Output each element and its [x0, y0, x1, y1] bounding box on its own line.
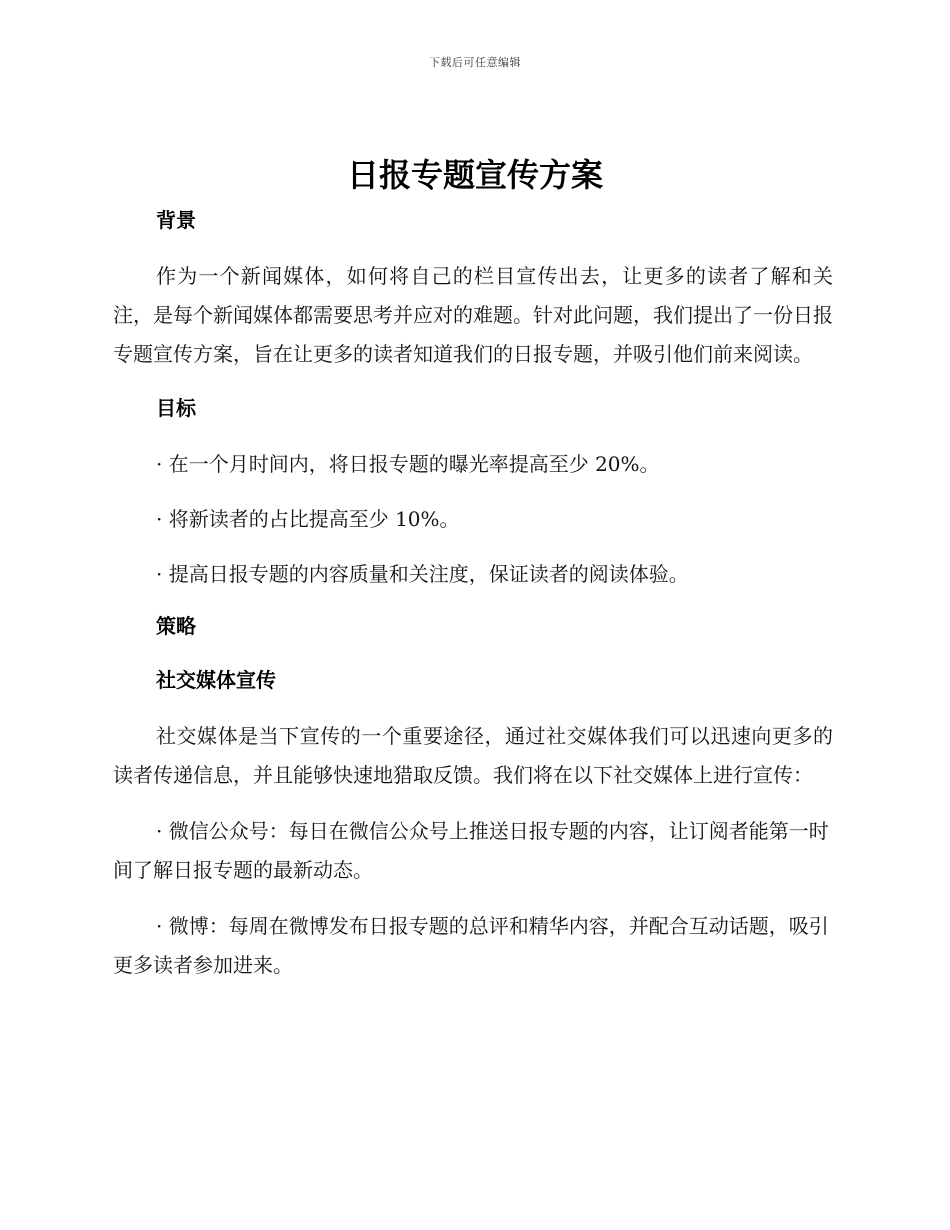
page-header-note: 下载后可任意编辑	[429, 56, 521, 69]
social-item-wechat: · 微信公众号：每日在微信公众号上推送日报专题的内容，让订阅者能第一时间了解日报专题的最新动态。	[113, 819, 829, 882]
goal-item: · 在一个月时间内，将日报专题的曝光率提高至少 20%。	[156, 452, 660, 476]
document-body	[113, 204, 833, 985]
document-title: 日报专题宣传方案	[346, 156, 603, 194]
social-media-paragraph: 社交媒体是当下宣传的一个重要途径，通过社交媒体我们可以迅速向更多的读者传递信息，并且能够快速地猎取反馈。我们将在以下社交媒体上进行宣传：	[113, 724, 833, 787]
goal-item: · 提高日报专题的内容质量和关注度，保证读者的阅读体验。	[156, 562, 689, 586]
background-paragraph: 作为一个新闻媒体，如何将自己的栏目宣传出去，让更多的读者了解和关注，是每个新闻媒体都需要思考并应对的难题。针对此问题，我们提出了一份日报专题宣传方案，旨在让更多的读者知道我们的日报专题，并吸引他们前来阅读。	[113, 264, 833, 366]
goal-item: · 将新读者的占比提高至少 10%。	[156, 507, 460, 531]
section-heading-background: 背景	[156, 208, 196, 232]
section-heading-goals: 目标	[156, 396, 196, 420]
social-item-weibo: · 微博：每周在微博发布日报专题的总评和精华内容，并配合互动话题，吸引更多读者参加进来。	[113, 914, 829, 977]
section-heading-strategy: 策略	[156, 614, 196, 638]
subsection-heading-social-media: 社交媒体宣传	[156, 668, 276, 692]
